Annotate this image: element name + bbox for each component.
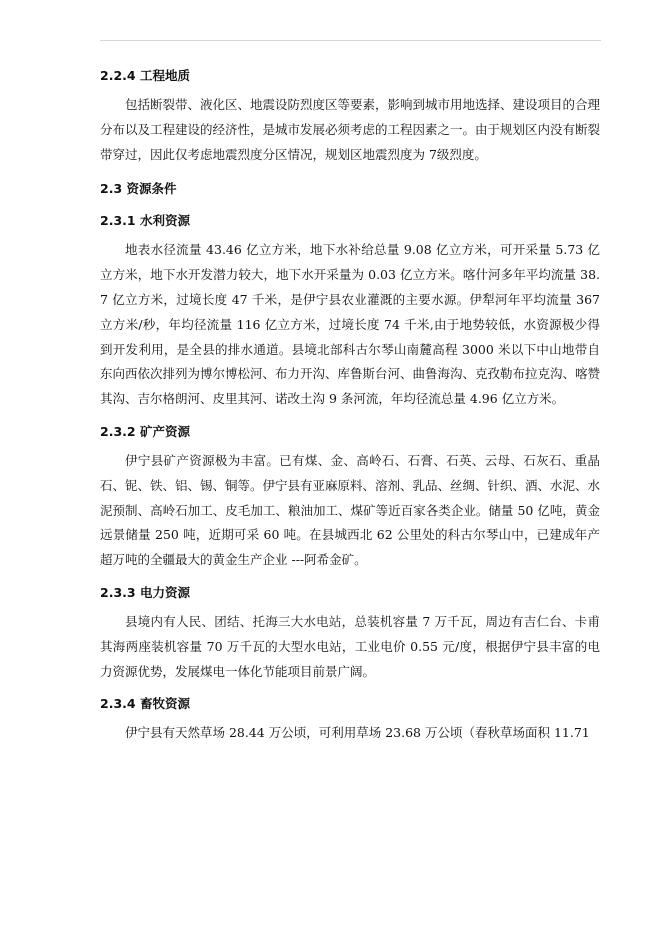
section-heading-engineering-geology: 2.2.4 工程地质 xyxy=(100,68,190,83)
paragraph-livestock-resources: 伊宁县有天然草场 28.44 万公顷，可利用草场 23.68 万公顷（春秋草场面积 11.71 xyxy=(125,725,590,741)
paragraph-mineral-resources: 伊宁县矿产资源极为丰富。已有煤、金、高岭石、石膏、石英、云母、石灰石、重晶石、铌、铁、铝、锡、铜等。伊宁县有亚麻原料、溶剂、乳品、丝绸、针织、酒、水泥、水泥预制、高岭石加工、皮毛加工、粮油加工、煤矿等近百家各类企业。储量 50 亿吨，黄金远景储量 250 吨，近期可采 60 吨。在县城西北 62 公里处的科古尔琴山中，已建成年产超万吨的全疆最大的黄金生产企业 ---阿希金矿。 xyxy=(100,452,601,568)
section-heading-mineral-resources: 2.3.2 矿产资源 xyxy=(100,423,190,439)
section-heading-resource-conditions: 2.3 资源条件 xyxy=(100,181,177,197)
document-body xyxy=(100,66,600,746)
page-header-rule xyxy=(100,40,601,41)
paragraph-power-resources: 县境内有人民、团结、托海三大水电站，总装机容量 7 万千瓦，周边有吉仁台、卡甫其海两座装机容量 70 万千瓦的大型水电站，工业电价 0.55 元/度，根据伊宁县丰富的电力资源优势，发展煤电一体化节能项目前景广阔。 xyxy=(100,613,600,679)
section-heading-power-resources: 2.3.3 电力资源 xyxy=(100,584,190,600)
section-heading-livestock-resources: 2.3.4 畜牧资源 xyxy=(100,696,190,712)
paragraph-engineering-geology: 包括断裂带、液化区、地震设防烈度区等要素，影响到城市用地选择、建设项目的合理分布以及工程建设的经济性，是城市发展必须考虑的工程因素之一。由于规划区内没有断裂带穿过，因此仅考虑地震烈度分区情况，规划区地震烈度为 7级烈度。 xyxy=(100,97,601,162)
section-heading-water-resources: 2.3.1 水利资源 xyxy=(100,213,190,229)
paragraph-water-resources: 地表水径流量 43.46 亿立方米，地下水补给总量 9.08 亿立方米，可开采量 5.73 亿立方米，地下水开发潜力较大，地下水开采量为 0.03 亿立方米。喀什河多年平均流量 38.7 亿立方米，过境长度 47 千米，是伊宁县农业灌溉的主要水源。伊犁河年平均流量 367 立方米/秒，年均径流量 116 亿立方米，过境长度 74 千米,由于地势较低，水资源极少得到开发利用，是全县的排水通道。县境北部科古尔琴山南麓高程 3000 米以下中山地带自东向西依次排列为博尔博松河、布力开沟、库鲁斯台河、曲鲁海沟、克孜勒布拉克沟、喀赞其沟、吉尔格朗河、皮里其河、诺改土沟 9 条河流，年均径流总量 4.96 亿立方米。 xyxy=(100,242,601,407)
